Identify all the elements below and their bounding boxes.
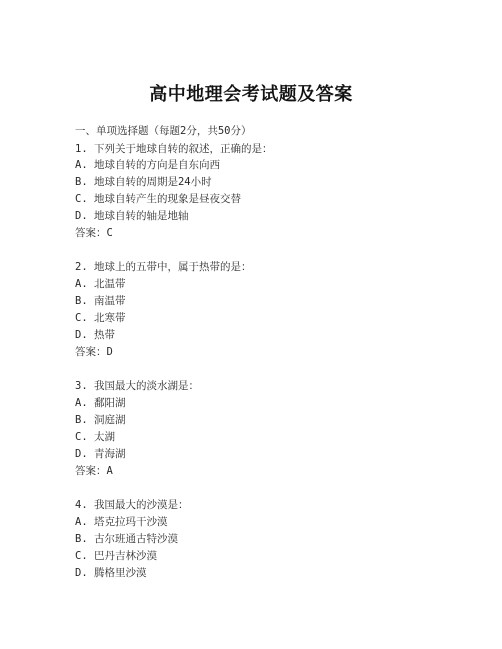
question-3-stem: 3. 我国最大的淡水湖是：: [75, 380, 199, 392]
question-1-option-c: C. 地球自转产生的现象是昼夜交替: [75, 193, 241, 205]
question-2-answer: 答案：D: [75, 346, 113, 358]
question-4-option-a: A. 塔克拉玛干沙漠: [75, 516, 168, 528]
question-1-option-a: A. 地球自转的方向是自东向西: [75, 159, 220, 171]
question-3-answer: 答案：A: [75, 465, 113, 477]
question-4-option-b: B. 古尔班通古特沙漠: [75, 533, 178, 545]
question-2-stem: 2. 地球上的五带中，属于热带的是：: [75, 261, 252, 273]
question-4-option-d: D. 腾格里沙漠: [75, 567, 147, 579]
question-2-option-a: A. 北温带: [75, 278, 126, 290]
question-2-option-b: B. 南温带: [75, 295, 126, 307]
section-heading: 一、单项选择题（每题2分，共50分）: [75, 125, 252, 137]
question-2-option-d: D. 热带: [75, 329, 115, 341]
question-4-option-c: C. 巴丹吉林沙漠: [75, 550, 157, 562]
question-3-option-a: A. 鄱阳湖: [75, 397, 126, 409]
question-1-stem: 1. 下列关于地球自转的叙述，正确的是：: [75, 143, 273, 155]
question-2-option-c: C. 北寒带: [75, 312, 126, 324]
question-1-option-b: B. 地球自转的周期是24小时: [75, 176, 212, 188]
question-1-option-d: D. 地球自转的轴是地轴: [75, 210, 189, 222]
question-3-option-c: C. 太湖: [75, 431, 115, 443]
question-3-option-b: B. 洞庭湖: [75, 414, 126, 426]
question-1-answer: 答案：C: [75, 227, 113, 239]
question-4-stem: 4. 我国最大的沙漠是：: [75, 499, 189, 511]
question-3-option-d: D. 青海湖: [75, 448, 126, 460]
document-title: 高中地理会考试题及答案: [149, 84, 353, 105]
